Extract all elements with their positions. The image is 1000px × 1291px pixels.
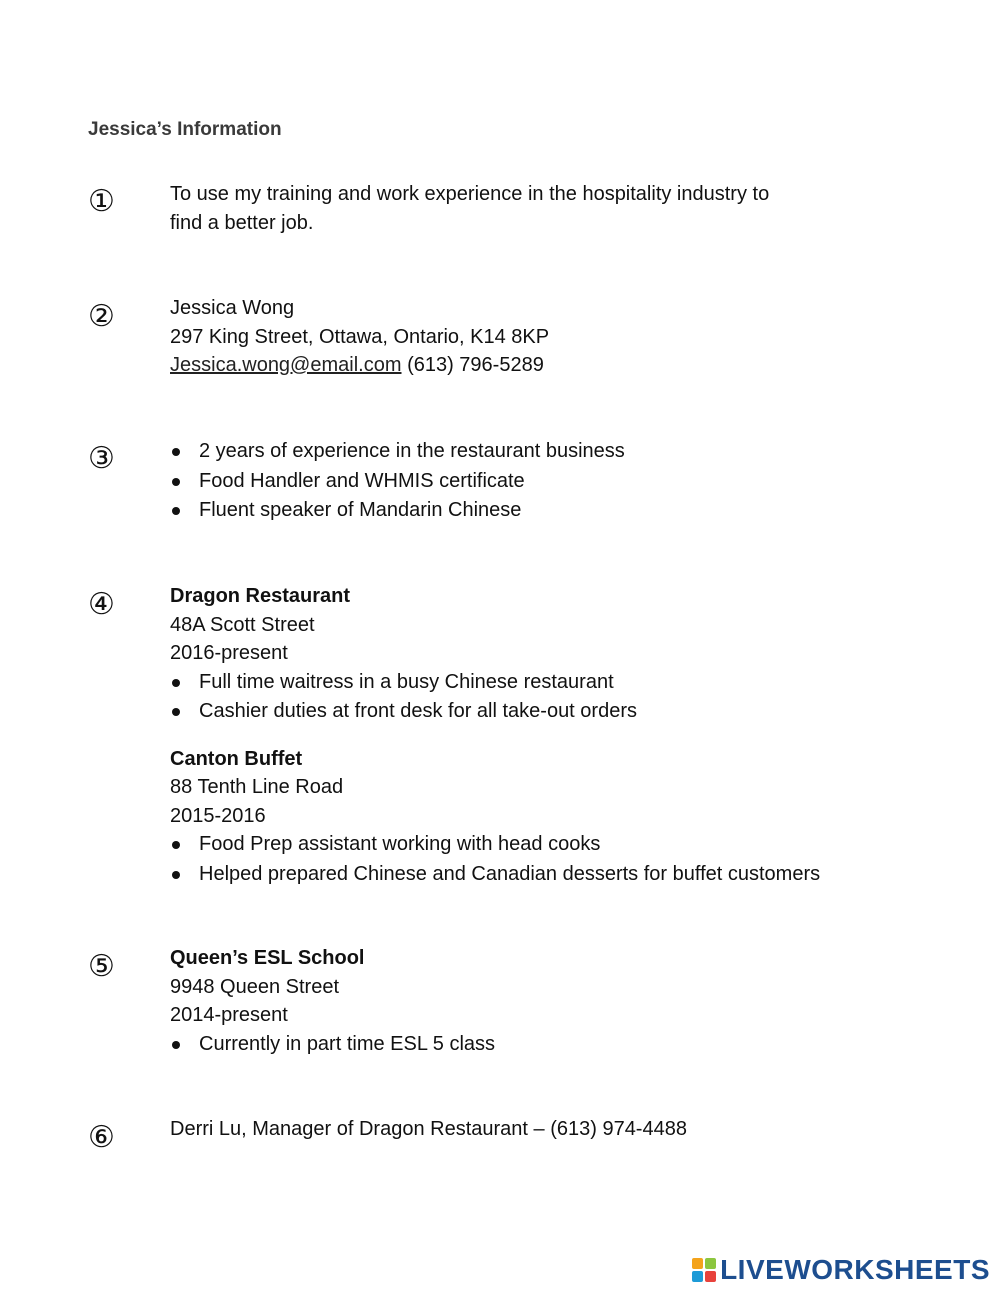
contact-phone: (613) 796-5289 [407, 354, 544, 376]
contact-section [170, 294, 870, 380]
employer-name: Dragon Restaurant [170, 585, 351, 607]
list-item: Food Prep assistant working with head cooks [170, 830, 870, 860]
list-item: Cashier duties at front desk for all take-out orders [170, 697, 870, 727]
objective-line-1: To use my training and work experience in the hospitality industry to [170, 183, 770, 205]
section-marker-1: ① [88, 184, 115, 219]
education-dates: 2014-present [170, 1004, 288, 1026]
skills-section [170, 437, 870, 526]
education-section [170, 944, 870, 1059]
employment-dates: 2015-2016 [170, 804, 266, 827]
contact-address: 297 King Street, Ottawa, Ontario, K14 8KP [170, 325, 550, 348]
page-title: Jessica’s Information [88, 119, 282, 140]
section-marker-5: ⑤ [88, 949, 115, 984]
section-marker-2: ② [88, 299, 115, 334]
liveworksheets-logo [692, 1253, 990, 1287]
section-marker-4: ④ [88, 587, 115, 622]
employer-name: Canton Buffet [170, 747, 303, 770]
section-marker-3: ③ [88, 441, 115, 476]
education-details-list [170, 1030, 870, 1060]
email-link[interactable]: Jessica.wong@email.com [170, 354, 402, 376]
school-name: Queen’s ESL School [170, 947, 365, 969]
list-item: Helped prepared Chinese and Canadian desserts for buffet customers [170, 860, 870, 890]
list-item: Food Handler and WHMIS certificate [170, 467, 870, 497]
objective-section [170, 180, 870, 237]
contact-name: Jessica Wong [170, 297, 295, 319]
brand-logo-icon [692, 1258, 716, 1282]
duties-list [170, 830, 870, 889]
school-address: 9948 Queen Street [170, 975, 340, 998]
contact-email-phone [170, 351, 870, 380]
list-item: 2 years of experience in the restaurant business [170, 437, 870, 467]
list-item: Currently in part time ESL 5 class [170, 1030, 870, 1060]
brand-text: LIVEWORKSHEETS [720, 1254, 990, 1285]
list-item: Full time waitress in a busy Chinese restaurant [170, 668, 870, 698]
references-section [170, 1115, 870, 1144]
experience-section [170, 582, 870, 889]
employment-dates: 2016-present [170, 642, 288, 664]
reference-line: Derri Lu, Manager of Dragon Restaurant – (613) 974-4488 [170, 1118, 687, 1140]
section-marker-6: ⑥ [88, 1120, 115, 1155]
employer-address: 88 Tenth Line Road [170, 776, 344, 798]
list-item: Fluent speaker of Mandarin Chinese [170, 496, 870, 526]
duties-list [170, 668, 870, 727]
employer-address: 48A Scott Street [170, 613, 315, 636]
skills-list [170, 437, 870, 526]
objective-line-2: find a better job. [170, 211, 314, 234]
